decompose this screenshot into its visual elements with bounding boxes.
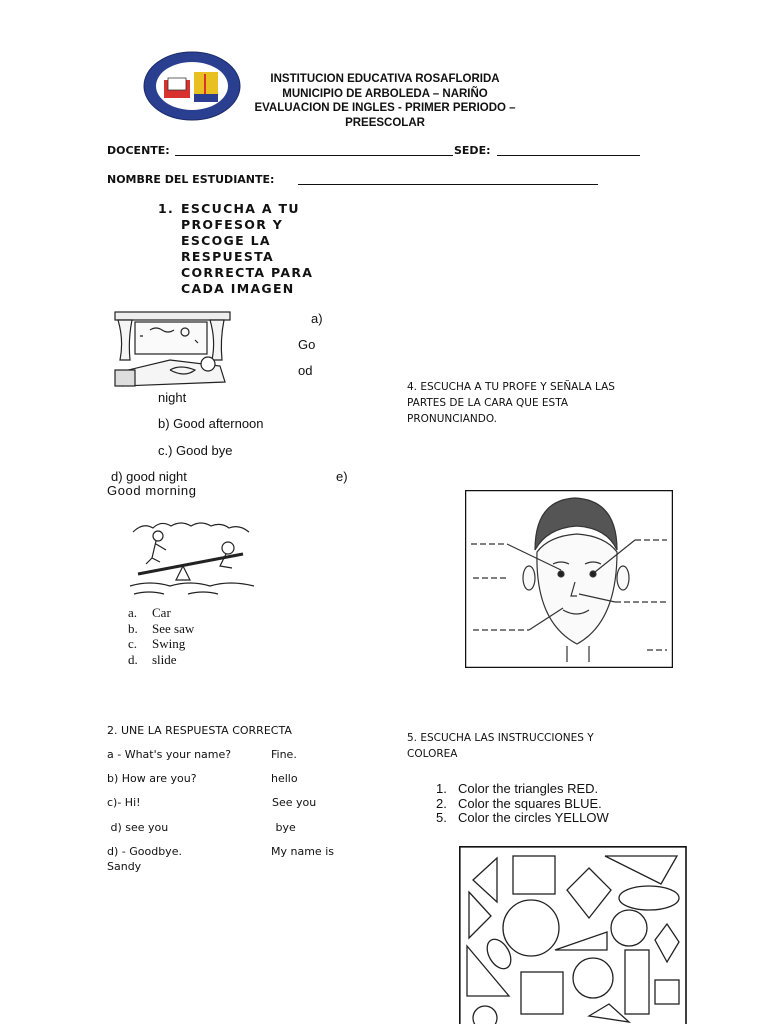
q1-option-e-text: Good morning bbox=[107, 483, 197, 498]
q2-right[interactable]: hello bbox=[271, 772, 298, 785]
q1-option-c[interactable]: c.) Good bye bbox=[158, 443, 233, 458]
list-item[interactable] bbox=[128, 652, 194, 668]
q2-sandy: Sandy bbox=[107, 860, 142, 873]
q1-line: ESCUCHA A TU bbox=[181, 201, 300, 216]
q1-line: PROFESOR Y bbox=[181, 217, 284, 232]
q5-instructions bbox=[407, 730, 594, 762]
list-item bbox=[436, 811, 609, 826]
list-marker: b. bbox=[128, 620, 138, 636]
q5-task-list bbox=[436, 782, 609, 826]
docente-input[interactable] bbox=[175, 155, 453, 156]
school-name: INSTITUCION EDUCATIVA ROSAFLORIDA bbox=[270, 73, 500, 85]
list-item[interactable] bbox=[128, 636, 194, 652]
list-text: See saw bbox=[152, 620, 195, 636]
list-item bbox=[436, 797, 609, 812]
grade-level: PREESCOLAR bbox=[345, 116, 425, 129]
list-text: Swing bbox=[152, 636, 186, 651]
q5-line: COLOREA bbox=[407, 748, 458, 760]
q1-line: CADA IMAGEN bbox=[181, 281, 295, 296]
sede-input[interactable] bbox=[497, 155, 640, 156]
list-text: slide bbox=[152, 651, 177, 667]
school-logo bbox=[142, 50, 242, 122]
list-marker: a. bbox=[128, 605, 138, 620]
list-text: Color the circles YELLOW bbox=[458, 810, 609, 825]
sede-label: SEDE: bbox=[454, 144, 491, 157]
q1-line: ESCOGE LA bbox=[181, 233, 271, 248]
bedroom-night-picture bbox=[110, 310, 235, 390]
q1-option-a-label[interactable]: a) bbox=[311, 311, 323, 326]
header-block bbox=[240, 72, 530, 130]
list-text: Car bbox=[152, 605, 171, 620]
q2-left[interactable]: d) see you bbox=[107, 821, 169, 834]
q4-line: 4. ESCUCHA A TU PROFE Y SEÑALA LAS bbox=[407, 381, 615, 393]
q1-line: CORRECTA PARA bbox=[181, 265, 314, 280]
estudiante-input[interactable] bbox=[298, 184, 598, 185]
q1-option-a-go: Go bbox=[298, 337, 316, 352]
q2-left[interactable]: d) - Goodbye. bbox=[107, 845, 182, 858]
seesaw-picture bbox=[128, 514, 256, 598]
q2-title: 2. UNE LA RESPUESTA CORRECTA bbox=[107, 724, 292, 737]
list-item[interactable] bbox=[128, 621, 194, 637]
q4-instructions bbox=[407, 379, 615, 427]
q4-line: PRONUNCIANDO. bbox=[407, 413, 498, 425]
q2-right[interactable]: bye bbox=[272, 821, 296, 834]
municipality: MUNICIPIO DE ARBOLEDA – NARIÑO bbox=[282, 87, 488, 100]
list-item bbox=[436, 782, 609, 797]
q5-line: 5. ESCUCHA LAS INSTRUCCIONES Y bbox=[407, 732, 594, 744]
q2-left[interactable]: b) How are you? bbox=[107, 772, 197, 785]
q1-option-e-label[interactable]: e) bbox=[336, 469, 348, 484]
q2-right[interactable]: My name is bbox=[271, 845, 334, 858]
list-marker: d. bbox=[128, 651, 138, 667]
q1-number: 1. bbox=[158, 201, 175, 216]
q2-right[interactable]: See you bbox=[272, 796, 317, 809]
list-text: Color the squares BLUE. bbox=[458, 795, 602, 811]
list-item[interactable] bbox=[128, 605, 194, 621]
q1-option-d[interactable]: d) good night bbox=[111, 469, 187, 484]
q1-word-list bbox=[128, 605, 194, 667]
list-marker: 2. bbox=[436, 795, 447, 811]
list-marker: 5. bbox=[436, 810, 447, 825]
q1-option-a-night: night bbox=[158, 390, 187, 405]
list-marker: c. bbox=[128, 636, 138, 651]
list-text: Color the triangles RED. bbox=[458, 781, 599, 796]
list-marker: 1. bbox=[436, 781, 447, 796]
q1-option-a-od: od bbox=[298, 363, 313, 378]
docente-label: DOCENTE: bbox=[107, 144, 170, 157]
estudiante-label: NOMBRE DEL ESTUDIANTE: bbox=[107, 173, 275, 186]
q2-left[interactable]: a - What's your name? bbox=[107, 748, 232, 761]
q1-option-b[interactable]: b) Good afternoon bbox=[158, 416, 264, 431]
q4-line: PARTES DE LA CARA QUE ESTA bbox=[407, 397, 569, 409]
q1-line: RESPUESTA bbox=[181, 249, 274, 264]
q2-left[interactable]: c)- Hi! bbox=[107, 796, 141, 809]
exam-title: EVALUACION DE INGLES - PRIMER PERIODO – bbox=[254, 102, 516, 114]
face-parts-picture bbox=[465, 490, 673, 668]
q1-instructions bbox=[181, 201, 313, 297]
shapes-coloring-picture[interactable] bbox=[459, 846, 687, 1024]
q2-right[interactable]: Fine. bbox=[271, 748, 297, 761]
